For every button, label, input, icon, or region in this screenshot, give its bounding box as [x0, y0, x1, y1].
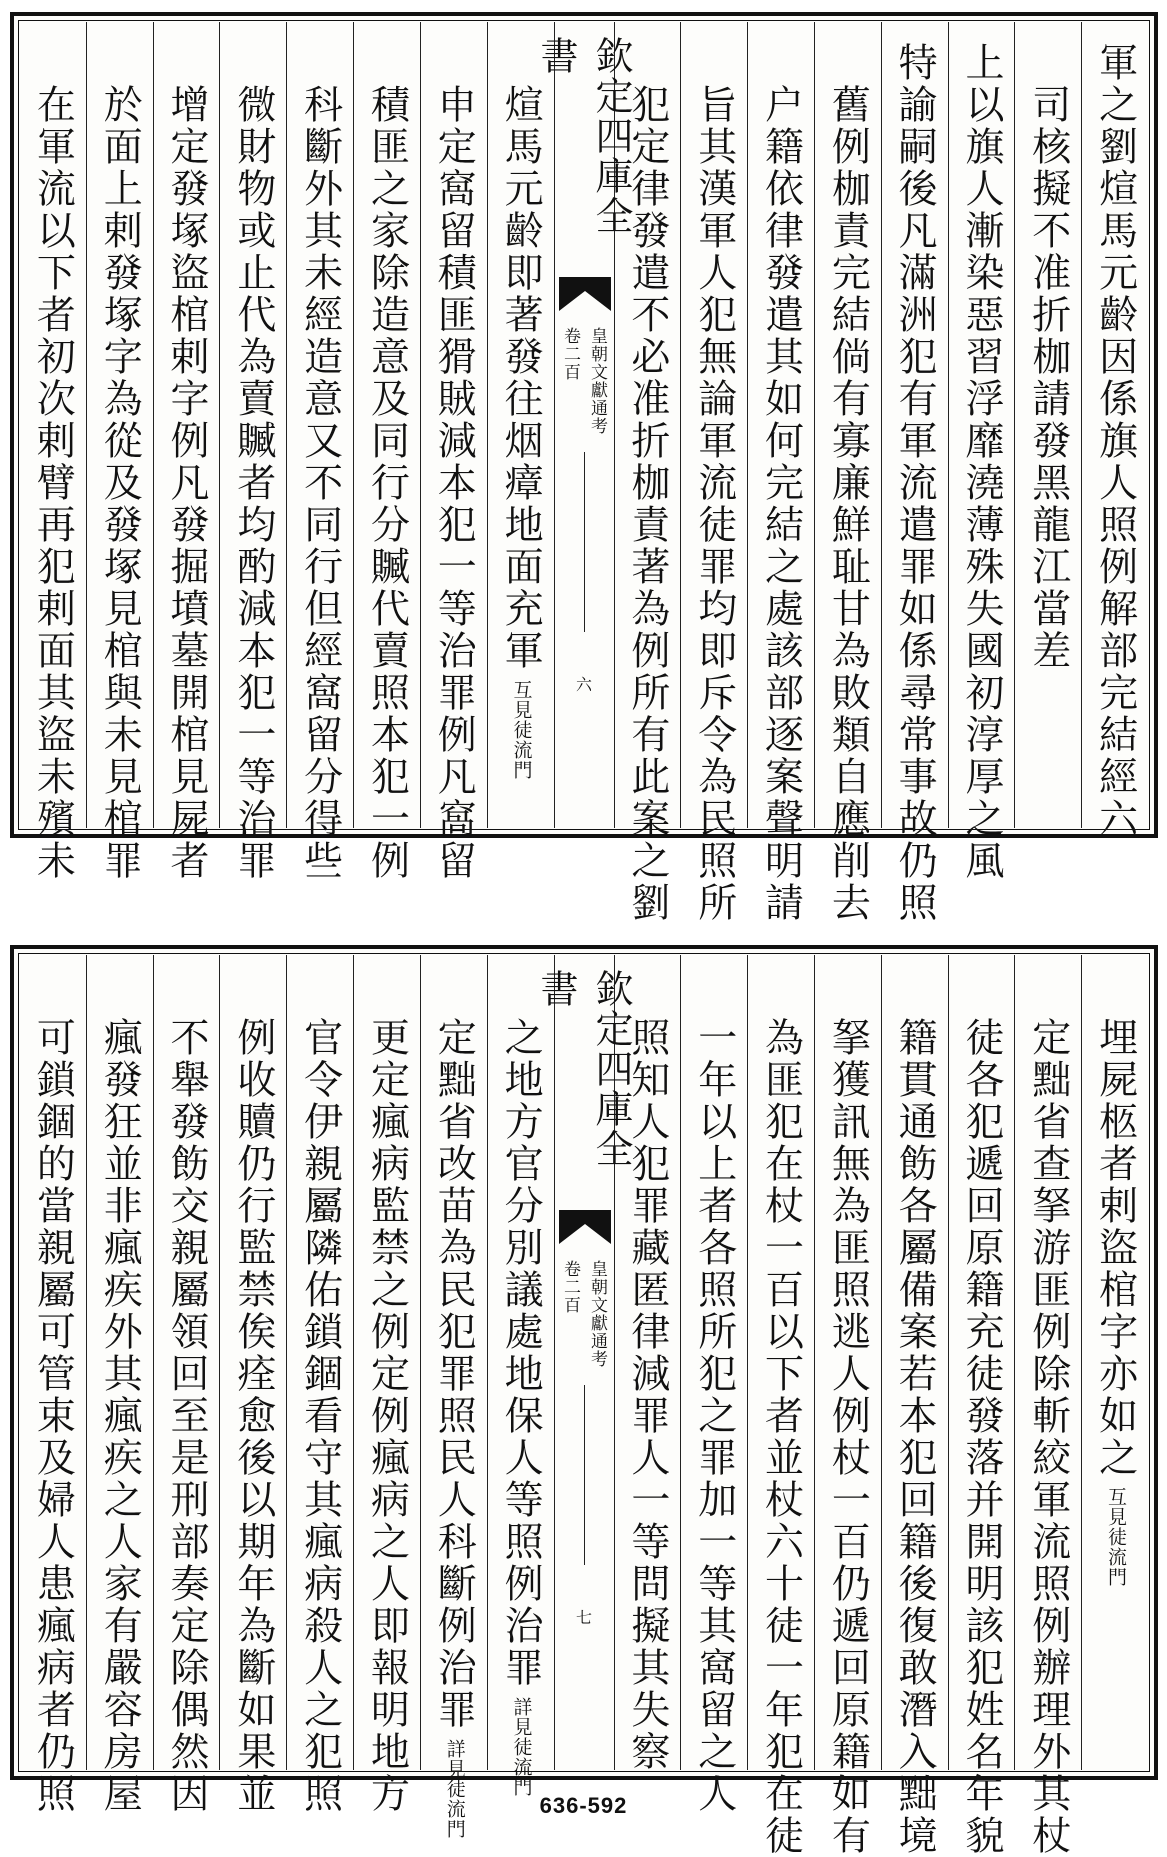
column-text: 特諭嗣後凡滿洲犯有軍流遣罪如係尋常事故仍照 — [892, 42, 938, 924]
column-text: 司核擬不准折枷請發黑龍江當差 — [1025, 84, 1071, 672]
source-caption — [555, 1260, 614, 1368]
annotation-note: 互見徒流門 — [510, 680, 533, 780]
top-text-column — [1014, 22, 1081, 828]
bottom-text-column — [219, 955, 286, 1815]
bottom-text-column — [20, 955, 86, 1815]
bottom-text-column — [420, 955, 487, 1839]
top-text-column — [948, 22, 1015, 882]
bottom-text-column — [747, 955, 814, 1857]
fishtail-mark-icon — [559, 277, 611, 311]
column-text: 犯定律發遣不必准折枷責著為例所有此案之劉 — [624, 84, 670, 924]
column-text: 籍貫通飭各屬備案若本犯回籍後復敢潛入黜境 — [892, 1017, 938, 1857]
top-text-column — [420, 22, 487, 882]
bottom-text-column — [1014, 955, 1081, 1857]
top-text-column — [353, 22, 420, 882]
leaf-number: 六 — [575, 675, 592, 694]
column-text: 定黜省改苗為民犯罪照民人科斷例治罪 — [431, 1017, 477, 1731]
column-text: 積匪之家除造意及同行分贓代賣照本犯一例 — [364, 84, 410, 882]
column-text: 一年以上者各照所犯之罪加一等其窩留之人 — [691, 1017, 737, 1815]
column-text: 不舉發飭交親屬領回至是刑部奏定除偶然因 — [164, 1017, 210, 1815]
column-text: 定黜省查拏游匪例除斬絞軍流照例辦理外其杖 — [1025, 1017, 1071, 1857]
column-text: 例收贖仍行監禁俟痊愈後以期年為斷如果並 — [230, 1017, 276, 1815]
top-center-fold — [534, 22, 633, 828]
top-page-columns — [20, 22, 1148, 924]
column-text: 科斷外其未經造意又不同行但經窩留分得些 — [297, 84, 343, 882]
column-text: 於面上剌發塚字為從及發塚見棺與未見棺罪 — [97, 84, 143, 882]
fold-line — [584, 452, 585, 632]
top-text-column — [881, 22, 948, 924]
bottom-text-column — [680, 955, 747, 1815]
bottom-text-column — [948, 955, 1015, 1857]
column-text: 官令伊親屬隣佑鎖錮看守其瘋病殺人之犯照 — [297, 1017, 343, 1815]
source-volume: 卷二百 — [560, 327, 580, 381]
annotation-note: 詳見徒流門 — [443, 1739, 466, 1839]
top-text-column — [680, 22, 747, 924]
column-text: 增定發塚盜棺剌字例凡發掘墳墓開棺見屍者 — [164, 84, 210, 882]
column-text: 照知人犯罪藏匿律減罪人一等問擬其失察 — [624, 1017, 670, 1773]
book-title: 欽定四庫全書 — [534, 36, 633, 236]
leaf-number: 七 — [575, 1608, 592, 1627]
source-title: 皇朝文獻通考 — [587, 1260, 607, 1368]
column-text: 為匪犯在杖一百以下者並杖六十徒一年犯在徒 — [758, 1017, 804, 1857]
source-caption — [555, 327, 614, 435]
bottom-text-column — [881, 955, 948, 1857]
bottom-text-column — [353, 955, 420, 1815]
column-text: 舊例枷責完結倘有寡廉鮮耻甘為敗類自應削去 — [825, 84, 871, 924]
column-text: 瘋發狂並非瘋疾外其瘋疾之人家有嚴容房屋 — [97, 1017, 143, 1815]
annotation-note: 詳見徒流門 — [510, 1697, 533, 1797]
column-text: 申定窩留積匪猾賊減本犯一等治罪例凡窩留 — [431, 84, 477, 882]
column-text: 更定瘋病監禁之例定例瘋病之人即報明地方 — [364, 1017, 410, 1815]
column-text: 徒各犯遞回原籍充徒發落并開明該犯姓名年貌 — [958, 1017, 1004, 1857]
top-text-column — [747, 22, 814, 924]
column-text: 埋屍柩者剌盜棺字亦如之 — [1092, 1017, 1138, 1479]
column-text: 煊馬元齡即著發往烟瘴地面充軍 — [498, 84, 544, 672]
column-text: 上以旗人漸染惡習浮靡澆薄殊失國初淳厚之風 — [958, 42, 1004, 882]
top-text-column — [20, 22, 86, 882]
bottom-text-column — [286, 955, 353, 1815]
bottom-center-fold — [534, 955, 633, 1770]
top-text-column — [86, 22, 153, 882]
source-volume: 卷二百 — [560, 1260, 580, 1314]
source-title: 皇朝文獻通考 — [587, 327, 607, 435]
column-text: 在軍流以下者初次剌臂再犯剌面其盜未殯未 — [30, 84, 76, 882]
fishtail-mark-icon — [559, 1210, 611, 1244]
column-text: 可鎖錮的當親屬可管束及婦人患瘋病者仍照 — [30, 1017, 76, 1815]
column-text: 旨其漢軍人犯無論軍流徒罪均即斥令為民照所 — [691, 84, 737, 924]
column-text: 户籍依律發遣其如何完結之處該部逐案聲明請 — [758, 84, 804, 924]
bottom-text-column — [814, 955, 881, 1857]
column-text: 之地方官分別議處地保人等照例治罪 — [498, 1017, 544, 1689]
top-text-column — [219, 22, 286, 882]
bottom-text-column — [1081, 955, 1148, 1770]
top-text-column — [1081, 22, 1148, 840]
book-title: 欽定四庫全書 — [534, 969, 633, 1169]
bottom-text-column — [153, 955, 220, 1815]
column-text: 微財物或止代為賣贓者均酌減本犯一等治罪 — [230, 84, 276, 882]
top-text-column — [153, 22, 220, 882]
column-text: 軍之劉煊馬元齡因係旗人照例解部完結經六 — [1092, 42, 1138, 840]
top-page — [10, 12, 1158, 924]
top-text-column — [286, 22, 353, 882]
fold-line — [584, 1385, 585, 1565]
annotation-note: 互見徒流門 — [1105, 1487, 1128, 1587]
column-text: 拏獲訊無為匪照逃人例杖一百仍遞回原籍如有 — [825, 1017, 871, 1857]
bottom-text-column — [86, 955, 153, 1815]
top-text-column — [814, 22, 881, 924]
page-footer-number: 636-592 — [539, 1793, 628, 1818]
